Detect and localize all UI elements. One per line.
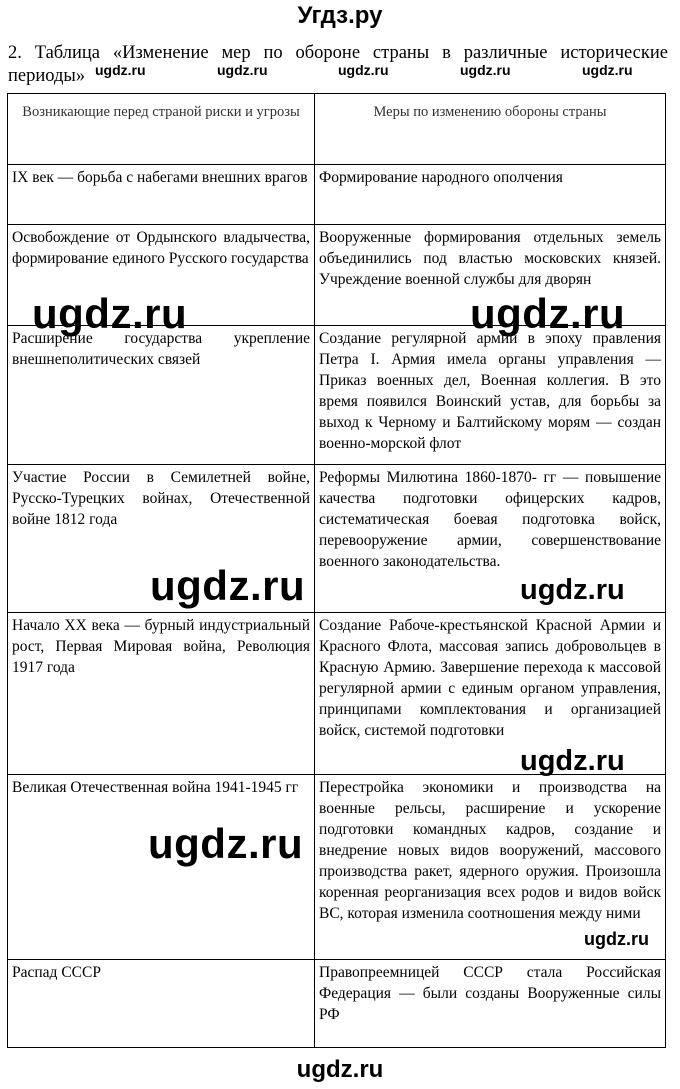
measure-cell: Реформы Милютина 1860-1870- гг — повышение качества подготовки офицерских кадров, систематическая боевая подготовка войск, перевооружение армии, совершенствование военного законодательства. — [315, 465, 666, 613]
table-row — [8, 326, 666, 465]
watermark-small: ugdz.ru — [217, 62, 268, 78]
watermark-medium: ugdz.ru — [520, 574, 625, 606]
watermark-small: ugdz.ru — [95, 62, 146, 78]
risk-cell: Начало XX века — бурный индустриальный рост, Первая Мировая война, Революция 1917 года — [8, 613, 315, 775]
watermark-large: ugdz.ru — [150, 562, 306, 609]
footer-watermark: ugdz.ru — [296, 1056, 384, 1083]
measure-cell: Правопреемницей СССР стала Российская Федерация — были созданы Вооруженные силы РФ — [315, 960, 666, 1048]
watermark-small: ugdz.ru — [460, 62, 511, 78]
site-title: Угдз.ру — [297, 2, 383, 29]
measure-cell: Создание регулярной армии в эпоху правления Петра I. Армия имела органы управления — Приказ военных дел, Военная коллегия. В это время появился Воинский устав, для борьбы за выход к Черному и Балтийскому морям — создан военно-морской флот — [315, 326, 666, 465]
watermark-large: ugdz.ru — [148, 820, 304, 867]
table-row — [8, 775, 666, 960]
table-header-row — [8, 94, 666, 165]
table-row — [8, 165, 666, 225]
watermark-small: ugdz.ru — [338, 62, 389, 78]
watermark-large: ugdz.ru — [32, 290, 188, 337]
risk-cell: Расширение государства укрепление внешнеполитических связей — [8, 326, 315, 465]
defense-measures-table — [7, 93, 666, 1048]
risk-cell: Освобождение от Ордынского владычества, формирование единого Русского государства — [8, 225, 315, 326]
table-row — [8, 960, 666, 1048]
risk-cell: Распад СССР — [8, 960, 315, 1048]
header-cell-measures: Меры по изменению обороны страны — [315, 94, 666, 165]
watermark-small: ugdz.ru — [584, 929, 649, 949]
risk-cell: Великая Отечественная война 1941-1945 гг — [8, 775, 315, 960]
measure-cell: Перестройка экономики и производства на военные рельсы, расширение и ускорение подготовки командных кадров, создание и внедрение новых видов вооружений, массового производства ракет, ядерного оружия. Произошла коренная реорганизация всех родов и видов войск ВС, которая изменила соотношения между ними — [315, 775, 666, 960]
watermark-medium: ugdz.ru — [520, 745, 625, 777]
risk-cell: IX век — борьба с набегами внешних врагов — [8, 165, 315, 225]
watermark-small: ugdz.ru — [582, 62, 633, 78]
measure-cell: Создание Рабоче-крестьянской Красной Армии и Красного Флота, массовая запись добровольцев в Красную Армию. Завершение перехода к массовой регулярной армии с единым органом управления, принципами комплектования и организацией войск, системой подготовки — [315, 613, 666, 775]
risk-cell: Участие России в Семилетней войне, Русско-Турецких войнах, Отечественной войне 1812 года — [8, 465, 315, 613]
header-cell-risks: Возникающие перед страной риски и угрозы — [8, 94, 315, 165]
watermark-large: ugdz.ru — [470, 290, 626, 337]
task-heading: 2. Таблица «Изменение мер по обороне страны в различные исторические периоды» — [8, 43, 668, 86]
measure-cell: Вооруженные формирования отдельных земель объединились под властью московских князей. Учреждение военной службы для дворян — [315, 225, 666, 326]
measure-cell: Формирование народного ополчения — [315, 165, 666, 225]
